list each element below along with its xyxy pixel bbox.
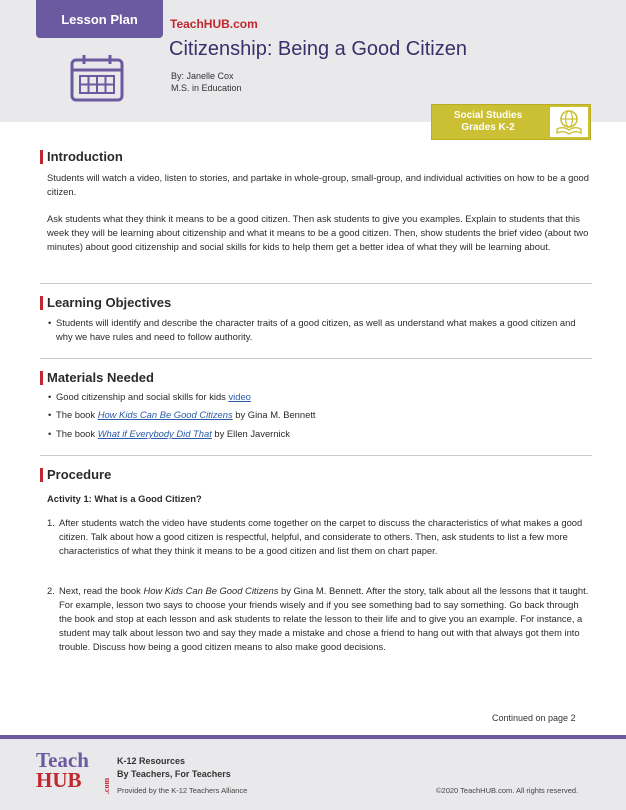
video-link[interactable]: video — [228, 391, 251, 402]
calendar-icon — [70, 54, 124, 102]
byline — [171, 70, 242, 94]
material-text: The book — [56, 409, 98, 420]
teachhub-logo — [36, 748, 112, 795]
procedure-step — [47, 584, 592, 654]
continued-note: Continued on page 2 — [492, 713, 576, 723]
footer-accent-bar — [0, 735, 626, 739]
logo-hub: HUB — [36, 768, 82, 792]
footer-tagline-1: K-12 Resources — [117, 756, 186, 766]
subject-badge — [431, 104, 591, 140]
intro-paragraph-1: Students will watch a video, listen to stories, and partake in whole-group, small-group, and individual activities on how to be a good citizen. — [47, 172, 589, 197]
material-item — [56, 427, 591, 441]
material-text: The book — [56, 428, 98, 439]
objective-item: • Students will identify and describe the character traits of a good citizen, as well as understand what makes a good citizen and why we have rules and need to follow authority. — [56, 316, 591, 344]
page-title: Citizenship: Being a Good Citizen — [169, 38, 467, 60]
section-divider — [40, 358, 592, 359]
section-divider — [40, 283, 592, 284]
footer-provided-by: Provided by the K-12 Teachers Alliance — [117, 786, 248, 795]
section-divider — [40, 455, 592, 456]
section-title-objectives: Learning Objectives — [40, 296, 171, 310]
step-text: Next, read the book — [59, 585, 144, 596]
material-text: Good citizenship and social skills for kids — [56, 391, 229, 402]
step-text: by Gina M. Bennett. After the story, talk about all the lessons that it taught. For example, lesson two says to choose your friends wisely and if you see something bad to say something. Go back through the book and stop at each lesson and ask students to relate the lesson to their life and to give you an example. For instance, a student may talk about lesson two and say they made a mistake and chose a friend to hang out with that always got them into trouble. Discuss how being a good citizen means to also make good decisions. — [59, 585, 589, 652]
logo-com: .com — [102, 777, 112, 795]
grade-level: Grades K-2 — [461, 122, 515, 133]
lesson-plan-tab: Lesson Plan — [36, 0, 163, 38]
material-item — [56, 408, 591, 422]
material-item — [56, 390, 591, 404]
section-title-procedure: Procedure — [40, 468, 111, 482]
footer-copyright: ©2020 TeachHUB.com. All rights reserved. — [436, 786, 579, 795]
intro-paragraph-2: Ask students what they think it means to be a good citizen. Then ask students to give you examples. Explain to students that this week they will be learning about citizenship and what it means to be a good citizen. Then, show students the brief video (about two minutes) about good citizenship and social skills for kids to help them get a better idea of what they will be learning about. — [47, 213, 589, 252]
step-number: 1. — [47, 517, 55, 528]
section-title-introduction: Introduction — [40, 150, 123, 164]
subject-name: Social Studies — [453, 110, 523, 121]
step-number: 2. — [47, 585, 55, 596]
book-title: How Kids Can Be Good Citizens — [143, 585, 279, 596]
globe-book-icon — [550, 107, 588, 137]
author: By: Janelle Cox — [171, 71, 234, 81]
step-text: After students watch the video have students come together on the carpet to discuss the characteristics of what makes a good citizen. Talk about how a good citizen is respectful, helpful, and considerate to others. Then, ask students to list a few more characteristics of what they think it means to be a good citizen and list them on chart paper. — [59, 517, 583, 556]
book-link-good-citizens[interactable]: How Kids Can Be Good Citizens — [97, 409, 233, 420]
logo-teach: Teach — [36, 748, 89, 772]
section-title-materials: Materials Needed — [40, 371, 154, 385]
material-text: by Gina M. Bennett — [232, 409, 316, 420]
brand-name: TeachHUB.com — [170, 17, 258, 31]
activity-heading: Activity 1: What is a Good Citizen? — [47, 493, 202, 504]
footer-band — [0, 735, 626, 810]
author-credential: M.S. in Education — [171, 83, 242, 93]
footer-tagline-2: By Teachers, For Teachers — [117, 769, 231, 779]
subject-text — [432, 110, 544, 134]
book-link-what-if[interactable]: What if Everybody Did That — [97, 428, 212, 439]
procedure-step — [47, 516, 592, 558]
material-text: by Ellen Javernick — [211, 428, 290, 439]
